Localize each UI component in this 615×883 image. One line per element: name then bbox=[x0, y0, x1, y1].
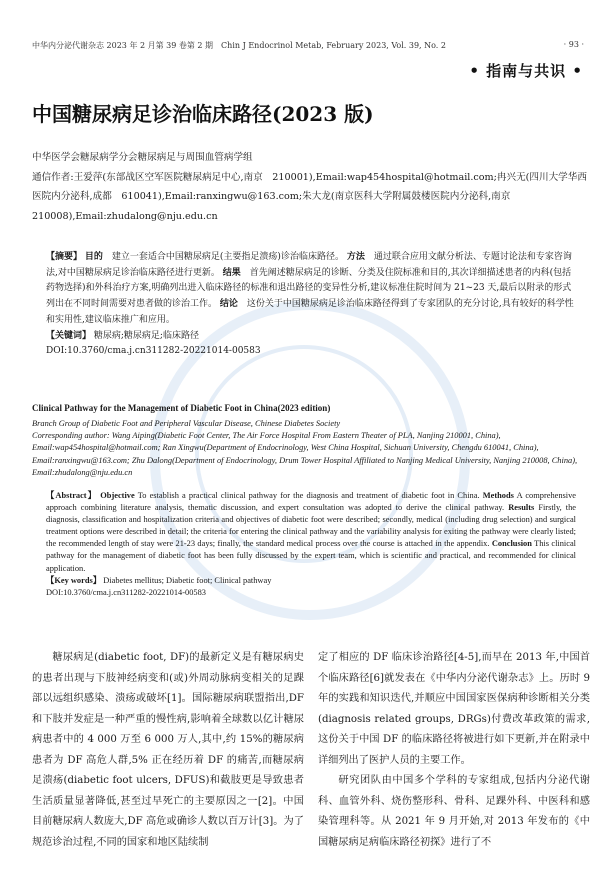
en-keywords-text: Diabetes mellitus; Diabetic foot; Clinical pathway bbox=[103, 575, 272, 585]
body-paragraph: 糖尿病足(diabetic foot, DF)的最新定义是有糖尿病史的患者出现与下肢神经病变和(或)外周动脉病变相关的足踝部以远组织感染、溃疡或破坏[1]。国际糖尿病联盟指出,DF 和下肢并发症是一种严重的慢性病,影响着全球数以亿计糖尿病患者中的 4 000 万至 6 000 万人,其中,约 15%的糖尿病患者为 DF 高危人群,5% 正在经历着 DF 的痛苦,而糖尿病足溃疡(diabetic foot ulcers, DFUS)和截肢更是导致患者生活质量显著降低,甚至过早死亡的主要原因之一[2]。中国目前糖尿病人数庞大,DF 高危或确诊人数以百万计[3]。为了规范诊治过程,不同的国家和地区陆续制 bbox=[32, 652, 304, 848]
abstract-english bbox=[46, 490, 576, 599]
english-correspondence: Corresponding author: Wang Aiping(Diabetic Foot Center, The Air Force Hospital From Eastern Theater of PLA, Nanjing 210001, China), Email:wap454hospital@hotmail.com; Ran Xingwu(Department of Endocrinology, West China Hospital, Sichuan University, Chengdu 610041, China), Email:ranxingwu@163.com; Zhu Dalong(Department of Endocrinology, Drum Tower Hospital Affiliated to Nanjing Medical University, Nanjing 210008, China), Email:zhudalong@nju.edu.cn bbox=[32, 431, 578, 477]
en-conclusion-text: This clinical pathway for the management of diabetic foot has been fully discussed by the expert team, which is scientific and practical, and recommended for clinical application. bbox=[46, 539, 576, 573]
body-column-left bbox=[32, 648, 304, 853]
english-author-block bbox=[32, 418, 580, 479]
body-paragraph: 研究团队由中国多个学科的专家组成,包括内分泌代谢科、血管外科、烧伤整形科、骨科、足踝外科、中医科和感染管理科等。从 2021 年 9 月开始,对 2013 年发布的《中国糖尿病足病临床路径初探》进行了不 bbox=[318, 775, 590, 848]
author-group: 中华医学会糖尿病学分会糖尿病足与周围血管病学组 bbox=[32, 152, 253, 163]
keywords-label: 【关键词】 bbox=[46, 330, 92, 341]
en-abstract-label: 【Abstract】 bbox=[46, 491, 98, 500]
article-title: 中国糖尿病足诊治临床路径(2023 版) bbox=[32, 102, 374, 126]
en-methods-label: Methods bbox=[482, 491, 514, 500]
en-doi: DOI:10.3760/cma.j.cn311282-20221014-00583 bbox=[46, 587, 206, 597]
results-label: 结果 bbox=[222, 267, 241, 278]
keywords-text: 糖尿病;糖尿病足;临床路径 bbox=[93, 330, 199, 341]
en-objective-label: Objective bbox=[100, 491, 135, 500]
en-conclusion-label: Conclusion bbox=[491, 539, 532, 549]
en-results-text: Firstly, the diagnosis, classification and hospitalization criteria and objectives of diabetic foot were described; secondly, medical (including drug selection) and surgical treatment options were described in detail; the criteria for entering the clinical pathway and the variability analysis for exiting the pathway were clearly listed; the recommended length of stay were 21-23 days; finally, the standard medical process over the course is attached in the appendix. bbox=[46, 503, 577, 549]
author-block bbox=[32, 148, 587, 226]
body-column-right bbox=[318, 648, 590, 853]
english-title: Clinical Pathway for the Management of Diabetic Foot in China(2023 edition) bbox=[32, 403, 331, 413]
en-keywords-label: 【Key words】 bbox=[46, 575, 102, 585]
conclusion-label: 结论 bbox=[219, 299, 238, 310]
methods-label: 方法 bbox=[346, 252, 365, 262]
doi: DOI:10.3760/cma.j.cn311282-20221014-00583 bbox=[46, 346, 261, 357]
body-paragraph: 定了相应的 DF 临床诊治路径[4-5],而早在 2013 年,中国首个临床路径[6]就发表在《中华内分泌代谢杂志》上。历时 9 年的实践和知识迭代,并顺应中国国家医保病种诊断相关分类(diagnosis related groups, DRGs)付费改革政策的需求,这份关于中国 DF 的临床路径将被进行如下更新,并在附录中详细列出了医护人员的主要工作。 bbox=[318, 652, 590, 766]
en-objective-text: To establish a practical clinical pathway for the diagnosis and treatment of diabetic foot in China. bbox=[137, 491, 480, 500]
en-results-label: Results bbox=[508, 503, 535, 513]
results-text: 首先阐述糖尿病足的诊断、分类及住院标准和目的,其次详细描述患者的内科(包括药物选择)和外科治疗方案,明确列出进入临床路径的标准和退出路径的变异性分析,建议标准住院时间为 21~23 天,最后以附录的形式列出在不同时间需要对患者做的诊治工作。 bbox=[46, 267, 572, 310]
abstract-label: 【摘要】 bbox=[46, 252, 83, 262]
correspondence: 通信作者:王爱萍(东部战区空军医院糖尿病足中心,南京 210001),Email:wap454hospital@hotmail.com;冉兴无(四川大学华西医院内分泌科,成都 610041),Email:ranxingwu@163.com;朱大龙(南京医科大学附属鼓楼医院内分泌科,南京 210008),Email:zhudalong@nju.edu.cn bbox=[32, 171, 587, 222]
objective-label: 目的 bbox=[84, 252, 103, 262]
objective-text: 建立一套适合中国糖尿病足(主要指足溃疡)诊治临床路径。 bbox=[111, 252, 344, 262]
running-head-citation: 中华内分泌代谢杂志 2023 年 2 月第 39 卷第 2 期 Chin J Endocrinol Metab, February 2023, Vol. 39, No. 2 bbox=[32, 41, 446, 50]
page-number: · 93 · bbox=[563, 40, 584, 49]
abstract-chinese bbox=[46, 250, 576, 360]
conclusion-text: 这份关于中国糖尿病足诊治临床路径得到了专家团队的充分讨论,具有较好的科学性和实用性,建议临床推广和应用。 bbox=[46, 299, 574, 325]
english-author-group: Branch Group of Diabetic Foot and Peripheral Vascular Disease, Chinese Diabetes Society bbox=[32, 419, 341, 428]
running-head bbox=[32, 40, 584, 51]
en-methods-text: A comprehensive approach combining literature analysis, thematic discussion, and expert consultation was adopted to derive the clinical pathway. bbox=[46, 491, 577, 513]
section-tag: • 指南与共识 • bbox=[469, 62, 583, 80]
methods-text: 通过联合应用文献分析法、专题讨论法和专家咨询法,对中国糖尿病足诊治临床路径进行更新。 bbox=[46, 252, 572, 278]
